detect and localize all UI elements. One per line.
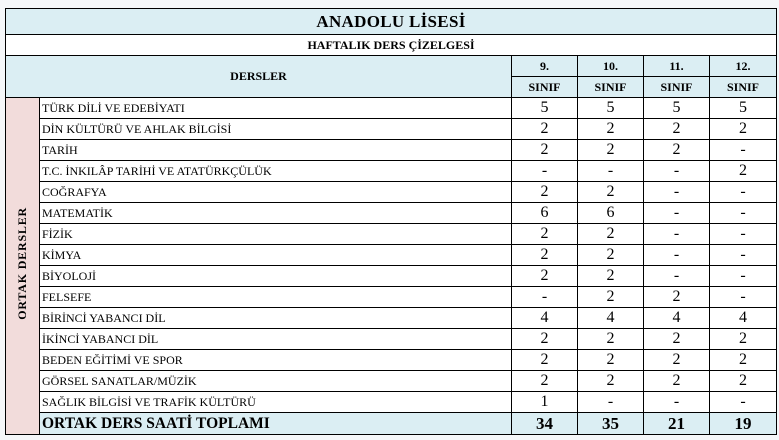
school-title: ANADOLU LİSESİ: [6, 9, 777, 35]
hours-cell: 2: [710, 119, 777, 140]
table-row: [6, 350, 777, 371]
hours-cell: 2: [644, 119, 710, 140]
hours-cell: 2: [710, 371, 777, 392]
total-hours-cell: 19: [710, 413, 777, 435]
hours-cell: 2: [578, 350, 644, 371]
hours-cell: 5: [644, 98, 710, 119]
hours-cell: 2: [578, 140, 644, 161]
hours-cell: 2: [578, 329, 644, 350]
hours-cell: 1: [512, 392, 578, 413]
hours-cell: -: [710, 182, 777, 203]
subject-name: GÖRSEL SANATLAR/MÜZİK: [40, 371, 512, 392]
table-row: [6, 392, 777, 413]
subject-name: MATEMATİK: [40, 203, 512, 224]
sinif-label: SINIF: [578, 77, 644, 98]
table-row: [6, 161, 777, 182]
grade-header-12: 12.: [710, 56, 777, 77]
table-row: [6, 266, 777, 287]
hours-cell: 2: [512, 119, 578, 140]
hours-cell: 4: [512, 308, 578, 329]
hours-cell: 5: [710, 98, 777, 119]
table-row: [6, 287, 777, 308]
hours-cell: 2: [578, 287, 644, 308]
subject-name: COĞRAFYA: [40, 182, 512, 203]
hours-cell: 2: [644, 371, 710, 392]
hours-cell: 5: [578, 98, 644, 119]
subject-name: TÜRK DİLİ VE EDEBİYATI: [40, 98, 512, 119]
subject-name: DİN KÜLTÜRÜ VE AHLAK BİLGİSİ: [40, 119, 512, 140]
hours-cell: -: [644, 266, 710, 287]
hours-cell: -: [644, 392, 710, 413]
hours-cell: 2: [578, 224, 644, 245]
hours-cell: -: [710, 203, 777, 224]
grade-header-11: 11.: [644, 56, 710, 77]
hours-cell: 2: [512, 224, 578, 245]
table-row: [6, 119, 777, 140]
dersler-header: DERSLER: [6, 56, 512, 98]
hours-cell: 2: [578, 371, 644, 392]
table-row: [6, 224, 777, 245]
hours-cell: -: [512, 161, 578, 182]
hours-cell: 2: [644, 329, 710, 350]
hours-cell: 4: [578, 308, 644, 329]
hours-cell: 6: [512, 203, 578, 224]
hours-cell: 2: [710, 329, 777, 350]
hours-cell: -: [710, 392, 777, 413]
hours-cell: 2: [512, 182, 578, 203]
hours-cell: 2: [578, 182, 644, 203]
sinif-label: SINIF: [644, 77, 710, 98]
hours-cell: -: [710, 140, 777, 161]
hours-cell: -: [710, 224, 777, 245]
table-row: [6, 140, 777, 161]
table-row: [6, 182, 777, 203]
hours-cell: 2: [644, 140, 710, 161]
subject-name: BİRİNCİ YABANCI DİL: [40, 308, 512, 329]
table-row: [6, 245, 777, 266]
hours-cell: -: [578, 161, 644, 182]
grade-header-10: 10.: [578, 56, 644, 77]
subject-name: BİYOLOJİ: [40, 266, 512, 287]
total-hours-cell: 35: [578, 413, 644, 435]
hours-cell: 2: [710, 161, 777, 182]
hours-cell: 2: [644, 287, 710, 308]
subject-name: FİZİK: [40, 224, 512, 245]
hours-cell: -: [710, 266, 777, 287]
hours-cell: 2: [512, 350, 578, 371]
hours-cell: -: [644, 182, 710, 203]
hours-cell: 2: [578, 245, 644, 266]
sinif-label: SINIF: [710, 77, 777, 98]
subject-name: İKİNCİ YABANCI DİL: [40, 329, 512, 350]
grade-header-9: 9.: [512, 56, 578, 77]
hours-cell: -: [644, 203, 710, 224]
table-row: [6, 308, 777, 329]
hours-cell: -: [710, 287, 777, 308]
table-row: [6, 371, 777, 392]
hours-cell: -: [644, 161, 710, 182]
subject-name: FELSEFE: [40, 287, 512, 308]
hours-cell: 6: [578, 203, 644, 224]
hours-cell: 5: [512, 98, 578, 119]
hours-cell: 2: [512, 371, 578, 392]
schedule-subtitle: HAFTALIK DERS ÇİZELGESİ: [6, 35, 777, 56]
hours-cell: 4: [644, 308, 710, 329]
category-label-cell: [6, 98, 40, 435]
total-hours-cell: 34: [512, 413, 578, 435]
subject-name: T.C. İNKILÂP TARİHİ VE ATATÜRKÇÜLÜK: [40, 161, 512, 182]
hours-cell: 2: [512, 245, 578, 266]
hours-cell: -: [644, 245, 710, 266]
weekly-schedule-table: [5, 8, 777, 435]
hours-cell: 4: [710, 308, 777, 329]
table-row: [6, 203, 777, 224]
total-label: ORTAK DERS SAATİ TOPLAMI: [40, 413, 512, 435]
total-hours-cell: 21: [644, 413, 710, 435]
sinif-label: SINIF: [512, 77, 578, 98]
subject-name: BEDEN EĞİTİMİ VE SPOR: [40, 350, 512, 371]
table-row: [6, 98, 777, 119]
subject-name: TARİH: [40, 140, 512, 161]
hours-cell: -: [644, 224, 710, 245]
subject-name: SAĞLIK BİLGİSİ VE TRAFİK KÜLTÜRÜ: [40, 392, 512, 413]
hours-cell: 2: [710, 350, 777, 371]
table-row: [6, 329, 777, 350]
hours-cell: 2: [512, 266, 578, 287]
hours-cell: 2: [512, 329, 578, 350]
total-row: [6, 413, 777, 435]
hours-cell: -: [512, 287, 578, 308]
hours-cell: -: [578, 392, 644, 413]
hours-cell: 2: [578, 266, 644, 287]
category-label: ORTAK DERSLER: [15, 207, 29, 320]
hours-cell: 2: [578, 119, 644, 140]
hours-cell: -: [710, 245, 777, 266]
hours-cell: 2: [644, 350, 710, 371]
subject-name: KİMYA: [40, 245, 512, 266]
hours-cell: 2: [512, 140, 578, 161]
